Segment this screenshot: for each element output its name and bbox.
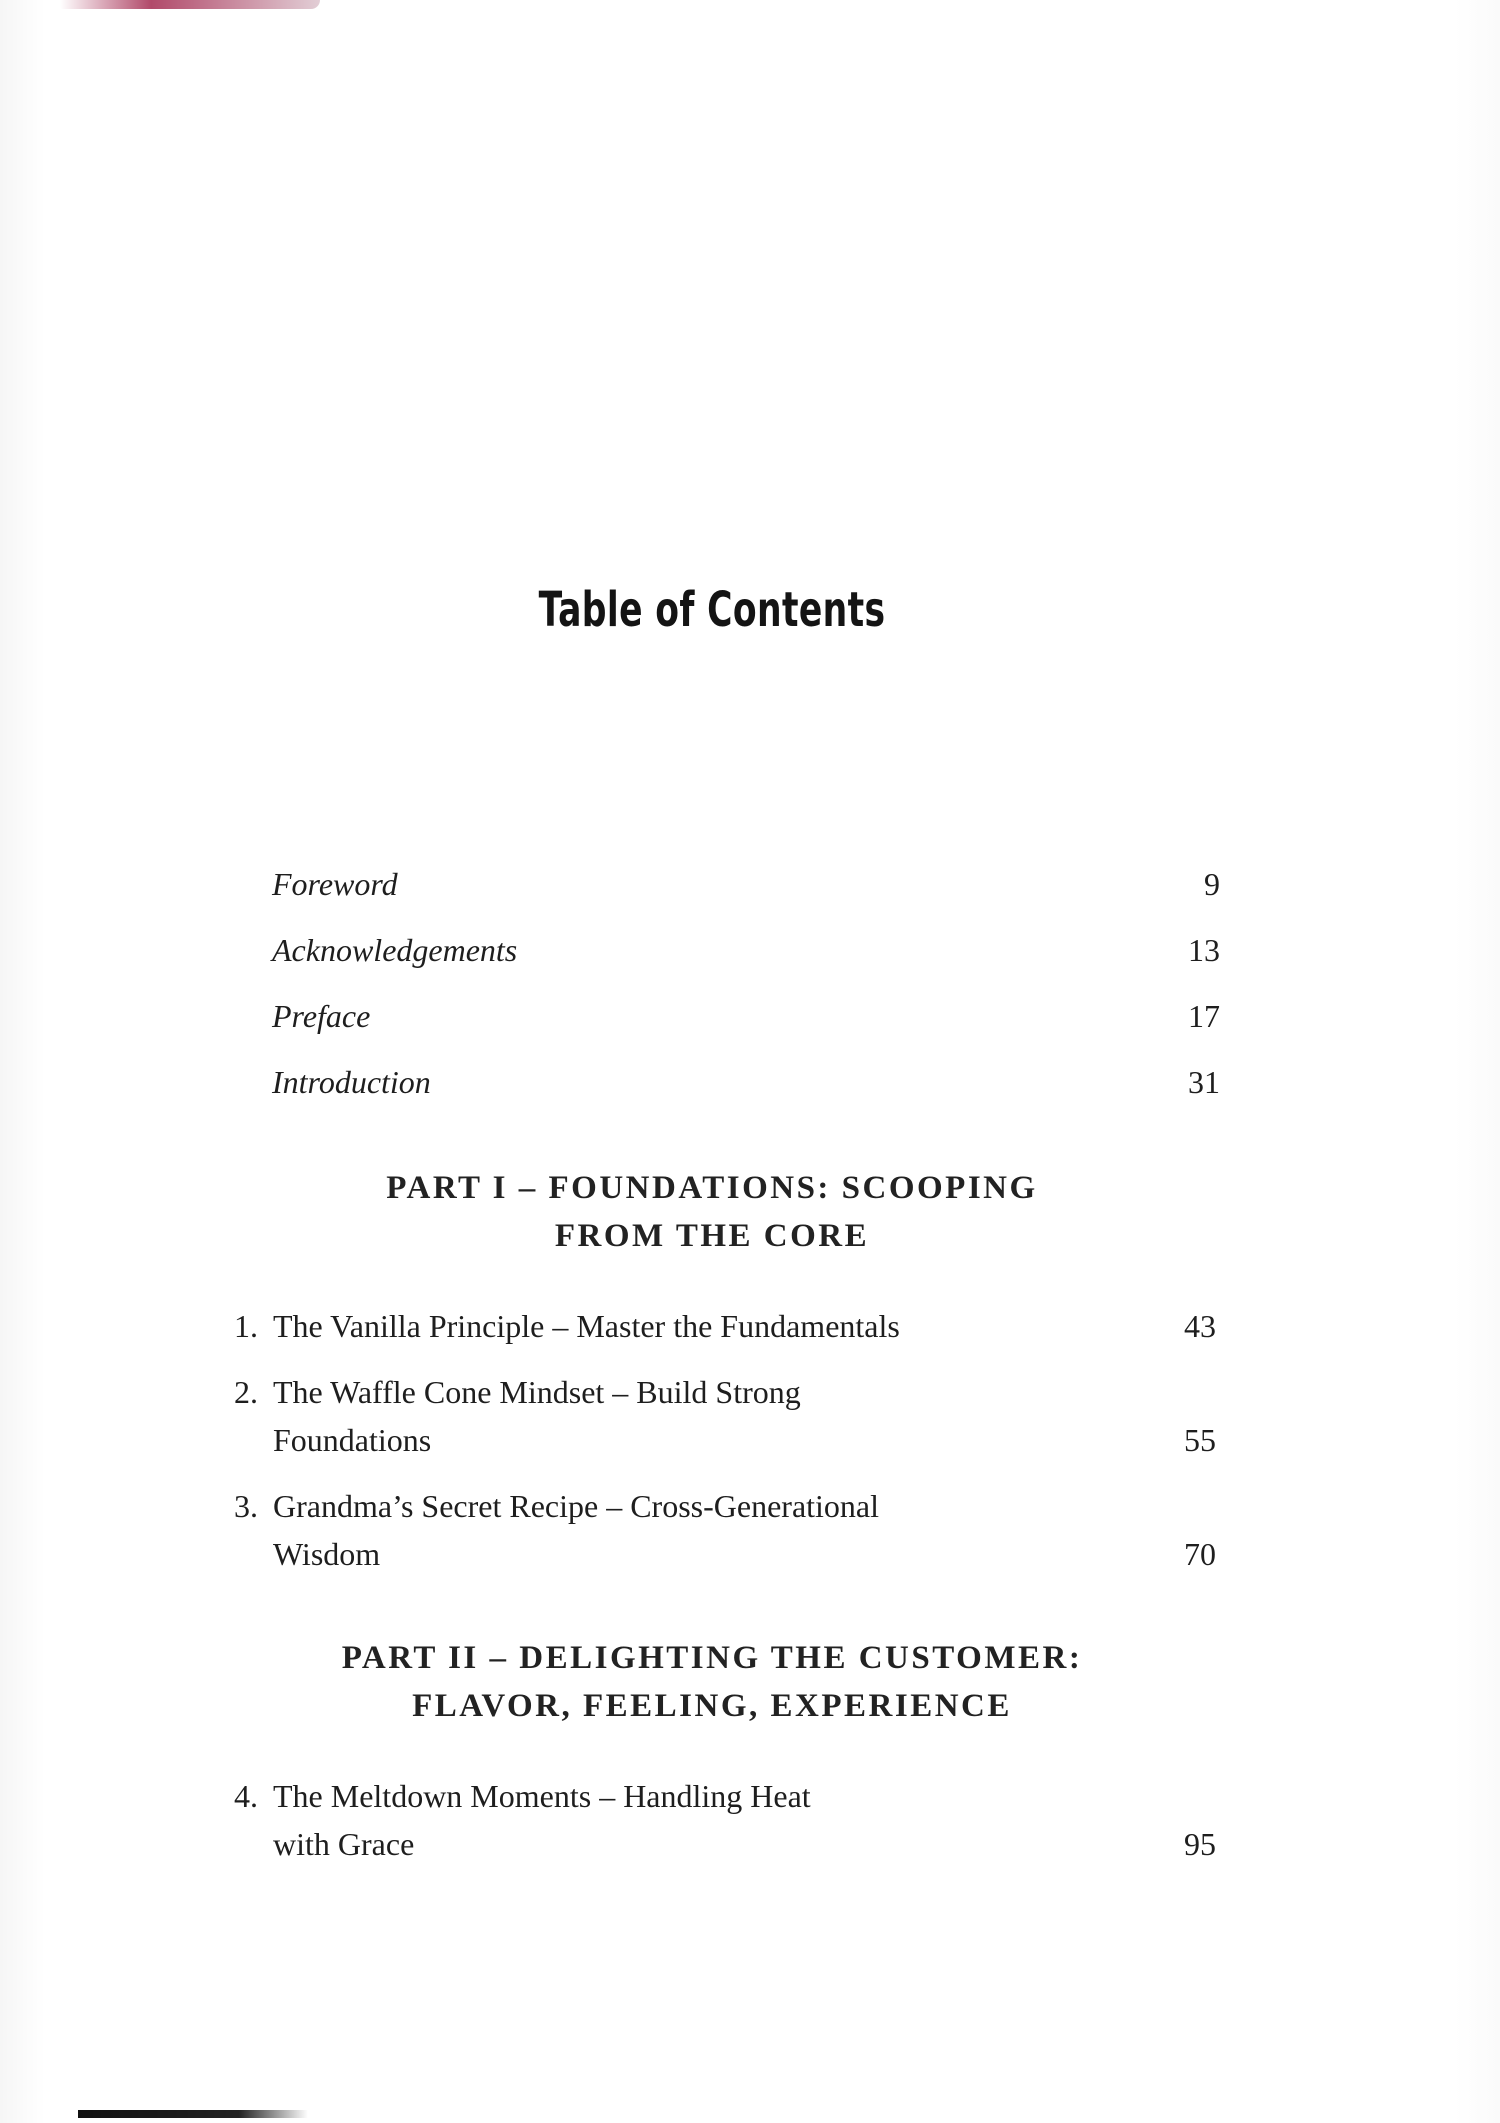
chapter-title: Grandma’s Secret Recipe – Cross-Generational bbox=[273, 1488, 880, 1524]
part-heading-line: PART II – DELIGHTING THE CUSTOMER: bbox=[341, 1640, 1083, 1676]
part-heading-line: PART I – FOUNDATIONS: SCOOPING bbox=[386, 1170, 1038, 1206]
chapter-number: 3. bbox=[234, 1488, 258, 1524]
chapter-title: The Meltdown Moments – Handling Heat bbox=[273, 1778, 811, 1814]
chapter-page: 55 bbox=[1184, 1422, 1216, 1458]
chapter-title-continued: Foundations bbox=[273, 1422, 432, 1458]
part-heading-1 bbox=[0, 1164, 1424, 1260]
toc-entry-page: 9 bbox=[1204, 866, 1220, 902]
chapter-title-continued: Wisdom bbox=[273, 1536, 381, 1572]
toc-entry-label: Preface bbox=[272, 998, 371, 1034]
chapter-number: 2. bbox=[234, 1374, 258, 1410]
chapter-number: 1. bbox=[234, 1308, 258, 1344]
toc-entry-label: Foreword bbox=[272, 866, 398, 902]
chapter-page: 95 bbox=[1184, 1826, 1216, 1862]
chapter-page: 43 bbox=[1184, 1308, 1216, 1344]
toc-entry-page: 13 bbox=[1188, 932, 1220, 968]
chapter-page: 70 bbox=[1184, 1536, 1216, 1572]
toc-entry-page: 31 bbox=[1188, 1064, 1220, 1100]
chapter-number: 4. bbox=[234, 1778, 258, 1814]
page-corner-stain bbox=[60, 0, 320, 9]
part-heading-2 bbox=[0, 1634, 1424, 1730]
page-bottom-edge-shadow bbox=[78, 2110, 308, 2118]
chapter-title: The Waffle Cone Mindset – Build Strong bbox=[273, 1374, 801, 1410]
part-heading-line: FROM THE CORE bbox=[554, 1218, 870, 1254]
chapter-title: The Vanilla Principle – Master the Fundamentals bbox=[273, 1308, 900, 1344]
chapter-title-continued: with Grace bbox=[273, 1826, 415, 1862]
toc-entry-page: 17 bbox=[1188, 998, 1220, 1034]
toc-entry-label: Acknowledgements bbox=[272, 932, 518, 968]
part-heading-line: FLAVOR, FEELING, EXPERIENCE bbox=[412, 1688, 1012, 1724]
page-title: Table of Contents bbox=[538, 582, 886, 638]
toc-entry-label: Introduction bbox=[272, 1064, 431, 1100]
